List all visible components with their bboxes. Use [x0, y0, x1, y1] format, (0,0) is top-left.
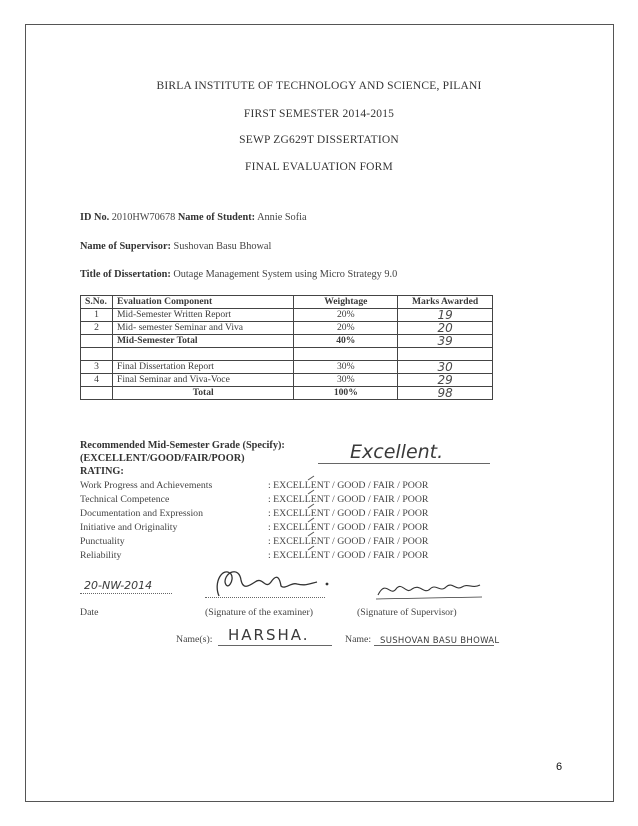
row-component: Final Dissertation Report [112, 361, 293, 374]
row-sno [81, 335, 113, 348]
row-component [112, 348, 293, 361]
rating-item-options: : EXCELLENT / GOOD / FAIR / POOR [268, 508, 429, 519]
row-weight: 100% [294, 387, 398, 400]
row-sno: 2 [81, 322, 113, 335]
rating-item-name: Reliability [80, 550, 122, 561]
student-id-line [80, 212, 307, 223]
id-label: ID No. [80, 212, 110, 223]
table-header-row [81, 296, 493, 309]
examiner-name-underline [218, 645, 332, 646]
page-number: 6 [556, 761, 563, 773]
rating-item-options: : EXCELLENT / GOOD / FAIR / POOR [268, 522, 429, 533]
row-sno: 3 [81, 361, 113, 374]
grade-options-label: (EXCELLENT/GOOD/FAIR/POOR) [80, 453, 245, 464]
examiner-signature-line [205, 597, 325, 598]
rating-item-options: : EXCELLENT / GOOD / FAIR / POOR [268, 494, 429, 505]
row-weight [294, 348, 398, 361]
table-row [81, 361, 493, 374]
rating-item-options: : EXCELLENT / GOOD / FAIR / POOR [268, 536, 429, 547]
date-underline [80, 593, 172, 594]
row-sno [81, 387, 113, 400]
rating-tick-marks [300, 474, 330, 564]
row-marks: 29 [398, 374, 493, 387]
examiner-signature-label: (Signature of the examiner) [205, 607, 313, 618]
examiner-name: HARSHA. [228, 626, 310, 644]
row-weight: 20% [294, 309, 398, 322]
dissertation-title-label: Title of Dissertation: [80, 269, 171, 280]
grade-label: Recommended Mid-Semester Grade (Specify): [80, 440, 285, 451]
rating-label: RATING: [80, 466, 124, 477]
rating-item-name: Initiative and Originality [80, 522, 178, 533]
row-component: Mid-Semester Total [112, 335, 293, 348]
row-weight: 30% [294, 374, 398, 387]
supervisor-line [80, 241, 271, 252]
supervisor-label: Name of Supervisor: [80, 241, 171, 252]
table-row [81, 348, 493, 361]
rating-item-options: : EXCELLENT / GOOD / FAIR / POOR [268, 550, 429, 561]
institute-title: BIRLA INSTITUTE OF TECHNOLOGY AND SCIENCE, PILANI [156, 80, 482, 92]
student-name-label: Name of Student: [177, 212, 256, 223]
supervisor-signature-label: (Signature of Supervisor) [357, 607, 457, 618]
row-marks: 39 [398, 335, 493, 348]
col-header-marks: Marks Awarded [398, 296, 493, 309]
rating-item-name: Technical Competence [80, 494, 170, 505]
supervisor-name-underline [374, 645, 494, 646]
col-header-sno: S.No. [81, 296, 113, 309]
grade-value: Excellent. [350, 441, 444, 463]
row-component: Mid-Semester Written Report [112, 309, 293, 322]
row-marks: 20 [398, 322, 493, 335]
examiner-signature [205, 560, 345, 602]
semester-title: FIRST SEMESTER 2014-2015 [243, 108, 395, 120]
student-name-value: Annie Sofia [257, 212, 307, 223]
examiner-names-label: Name(s): [176, 634, 213, 645]
col-header-component: Evaluation Component [112, 296, 293, 309]
row-component: Final Seminar and Viva-Voce [112, 374, 293, 387]
rating-item-options: : EXCELLENT / GOOD / FAIR / POOR [268, 480, 429, 491]
table-row [81, 322, 493, 335]
form-title: FINAL EVALUATION FORM [245, 161, 393, 173]
dissertation-title-value: Outage Management System using Micro Strategy 9.0 [173, 269, 398, 280]
supervisor-signature [372, 575, 487, 603]
row-sno: 4 [81, 374, 113, 387]
supervisor-name-label: Name: [345, 634, 372, 645]
row-marks [398, 348, 493, 361]
row-marks: 30 [398, 361, 493, 374]
row-marks: 19 [398, 309, 493, 322]
supervisor-value: Sushovan Basu Bhowal [173, 241, 272, 252]
table-row [81, 387, 493, 400]
supervisor-name: SUSHOVAN BASU BHOWAL [380, 636, 500, 646]
id-value: 2010HW70678 [111, 212, 176, 223]
table-row [81, 335, 493, 348]
evaluation-table [80, 295, 493, 400]
row-weight: 20% [294, 322, 398, 335]
row-marks: 98 [398, 387, 493, 400]
row-component: Total [112, 387, 293, 400]
row-weight: 40% [294, 335, 398, 348]
table-row [81, 374, 493, 387]
grade-underline [318, 463, 490, 464]
rating-item-name: Punctuality [80, 536, 125, 547]
dissertation-title-line [80, 269, 397, 280]
row-sno [81, 348, 113, 361]
row-sno: 1 [81, 309, 113, 322]
row-weight: 30% [294, 361, 398, 374]
date-value: 20-NW-2014 [84, 579, 153, 592]
table-row [81, 309, 493, 322]
rating-item-name: Documentation and Expression [80, 508, 203, 519]
course-title: SEWP ZG629T DISSERTATION [239, 134, 399, 146]
row-component: Mid- semester Seminar and Viva [112, 322, 293, 335]
date-label: Date [80, 607, 99, 618]
col-header-weightage: Weightage [294, 296, 398, 309]
rating-item-name: Work Progress and Achievements [80, 480, 213, 491]
